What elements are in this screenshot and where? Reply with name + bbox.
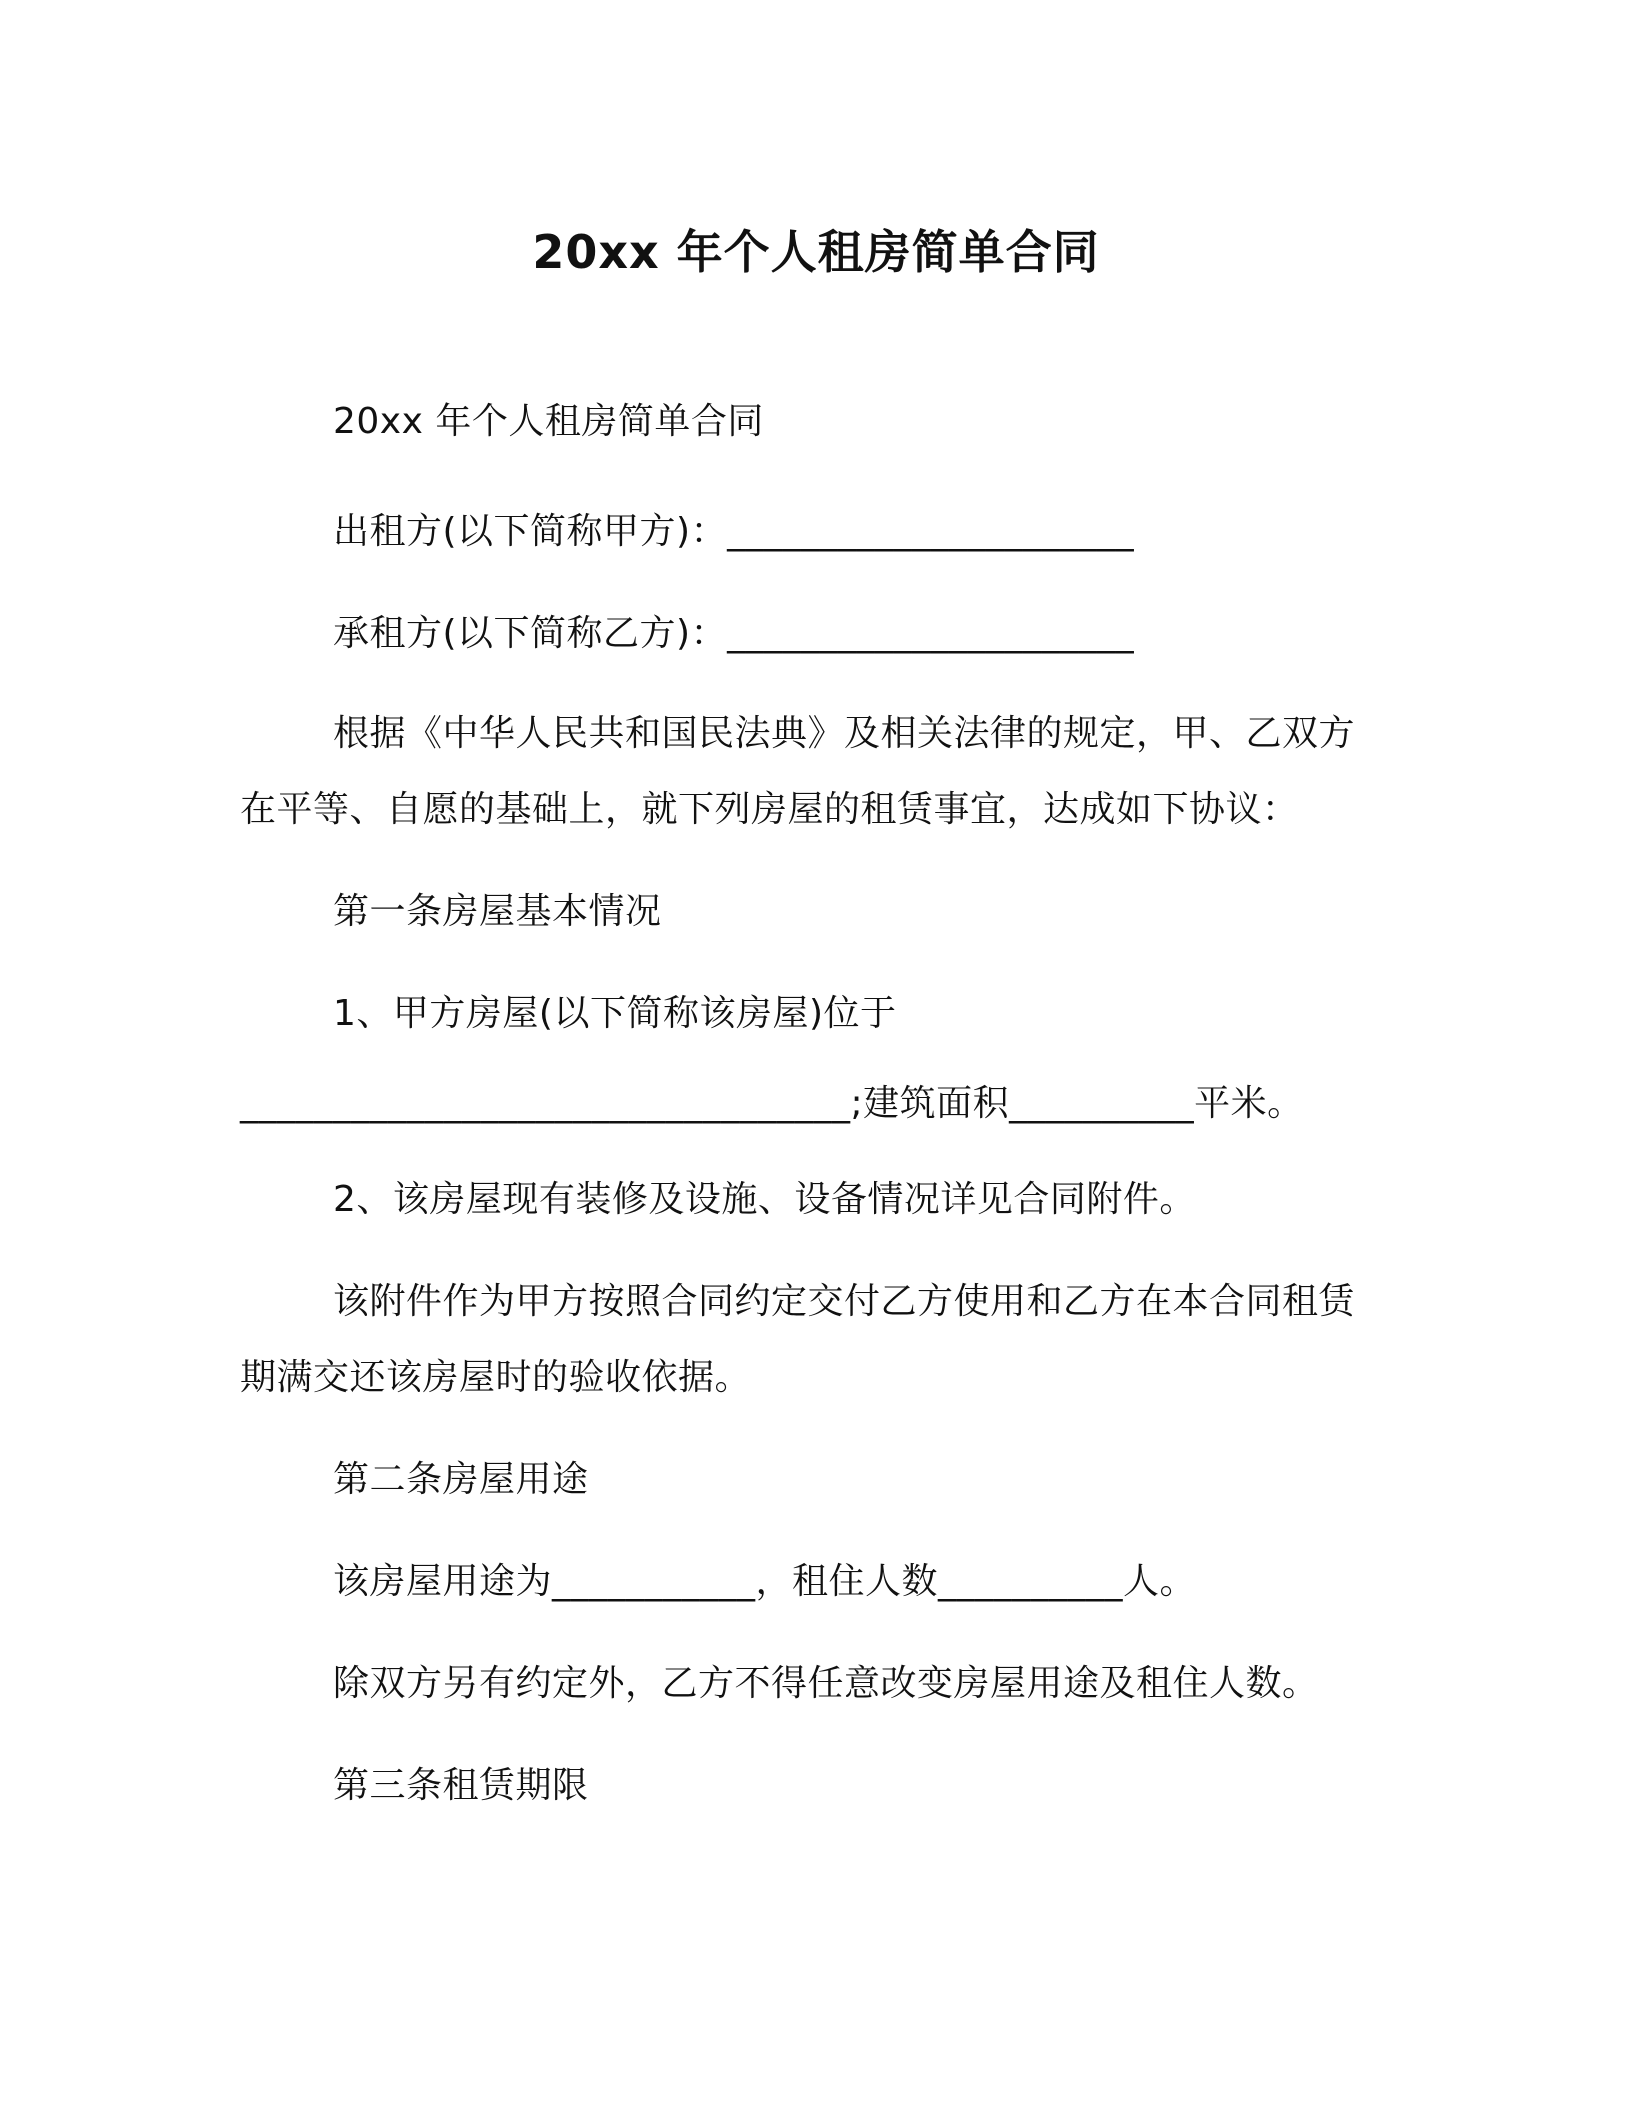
subtitle-line: 20xx 年个人租房简单合同 xyxy=(333,401,764,442)
annex-line-2: 期满交还该房屋时的验收依据。 xyxy=(240,1357,752,1398)
article-1-item-1-cont: _________________________________;建筑面积__________平米。 xyxy=(240,1083,1304,1124)
lessee-line: 承租方(以下简称乙方)：______________________ xyxy=(333,613,1135,654)
preamble-line-1: 根据《中华人民共和国民法典》及相关法律的规定，甲、乙双方 xyxy=(333,713,1356,754)
document-title: 20xx 年个人租房简单合同 xyxy=(532,225,1100,279)
article-3-heading: 第三条租赁期限 xyxy=(333,1765,589,1806)
preamble-line-2: 在平等、自愿的基础上，就下列房屋的租赁事宜，达成如下协议： xyxy=(240,789,1299,830)
article-1-item-2: 2、该房屋现有装修及设施、设备情况详见合同附件。 xyxy=(333,1179,1196,1220)
annex-line-1: 该附件作为甲方按照合同约定交付乙方使用和乙方在本合同租赁 xyxy=(333,1281,1356,1322)
article-2-heading: 第二条房屋用途 xyxy=(333,1459,589,1500)
usage-restriction-line: 除双方另有约定外，乙方不得任意改变房屋用途及租住人数。 xyxy=(333,1663,1319,1704)
article-1-heading: 第一条房屋基本情况 xyxy=(333,891,662,932)
usage-line: 该房屋用途为___________，租住人数__________人。 xyxy=(333,1561,1197,1602)
article-1-item-1: 1、甲方房屋(以下简称该房屋)位于 xyxy=(333,993,897,1034)
lessor-line: 出租方(以下简称甲方)：______________________ xyxy=(333,511,1135,552)
